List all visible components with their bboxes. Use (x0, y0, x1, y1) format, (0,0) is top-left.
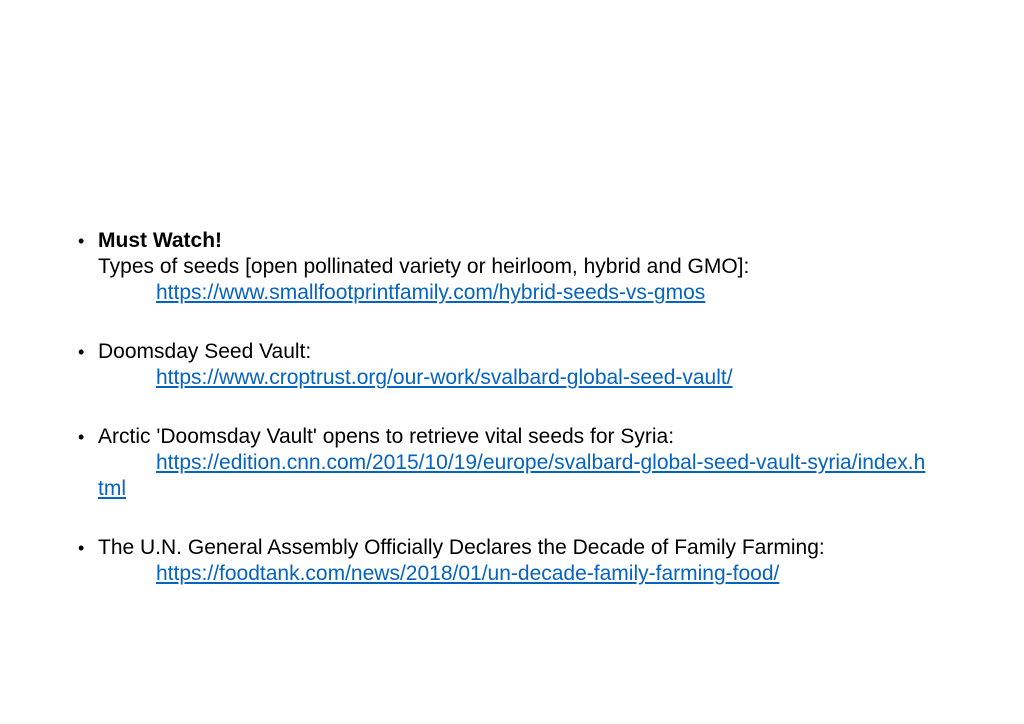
item-link[interactable]: https://www.croptrust.org/our-work/svalbard-global-seed-vault/ (156, 366, 733, 389)
list-item (78, 339, 978, 391)
item-text: Arctic 'Doomsday Vault' opens to retrieve vital seeds for Syria: (98, 425, 675, 448)
item-link[interactable]: https://www.smallfootprintfamily.com/hybrid-seeds-vs-gmos (156, 281, 706, 304)
bullet-icon: • (78, 538, 85, 558)
item-link[interactable]: https://edition.cnn.com/2015/10/19/europe/svalbard-global-seed-vault-syria/index.html (98, 451, 926, 500)
bullet-icon: • (78, 427, 85, 447)
item-text: Doomsday Seed Vault: (98, 340, 312, 363)
bullet-icon: • (78, 342, 85, 362)
item-text: Types of seeds [open pollinated variety or heirloom, hybrid and GMO]: (98, 255, 750, 278)
list-item (78, 535, 978, 587)
item-heading: Must Watch! (98, 229, 223, 252)
item-link[interactable]: https://foodtank.com/news/2018/01/un-decade-family-farming-food/ (156, 562, 780, 585)
list-item (78, 228, 978, 306)
bullet-icon: • (78, 231, 85, 251)
item-text: The U.N. General Assembly Officially Declares the Decade of Family Farming: (98, 536, 825, 559)
list-item (78, 424, 978, 502)
resource-list (78, 228, 978, 620)
